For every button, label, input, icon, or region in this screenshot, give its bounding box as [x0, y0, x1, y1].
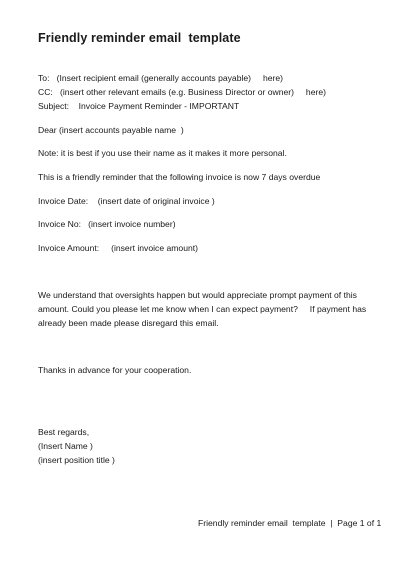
- to-line: To: (Insert recipient email (generally accounts payable) here): [38, 73, 284, 83]
- signoff-position: (insert position title ): [38, 455, 115, 465]
- intro-line: This is a friendly reminder that the following invoice is now 7 days overdue: [38, 172, 321, 182]
- signoff-regards: Best regards,: [38, 427, 90, 437]
- signoff-name: (Insert Name ): [38, 441, 93, 451]
- cc-line: CC: (insert other relevant emails (e.g. Business Director or owner) here): [38, 87, 326, 97]
- body-line-3: already been made please disregard this email.: [38, 318, 219, 328]
- body-line-2: amount. Could you please let me know when I can expect payment? If payment has: [38, 304, 367, 314]
- thanks-line: Thanks in advance for your cooperation.: [38, 365, 192, 375]
- invoice-date-line: Invoice Date: (insert date of original invoice ): [38, 196, 215, 206]
- subject-line: Subject: Invoice Payment Reminder - IMPORTANT: [38, 101, 240, 111]
- invoice-number-line: Invoice No: (insert invoice number): [38, 219, 176, 229]
- note-line: Note: it is best if you use their name as it makes it more personal.: [38, 148, 287, 158]
- invoice-amount-line: Invoice Amount: (insert invoice amount): [38, 243, 199, 253]
- greeting-line: Dear (insert accounts payable name ): [38, 125, 184, 135]
- document-title: Friendly reminder email template: [38, 31, 241, 45]
- body-line-1: We understand that oversights happen but would appreciate prompt payment of this: [38, 290, 357, 300]
- page-footer: Friendly reminder email template | Page 1 of 1: [198, 518, 382, 528]
